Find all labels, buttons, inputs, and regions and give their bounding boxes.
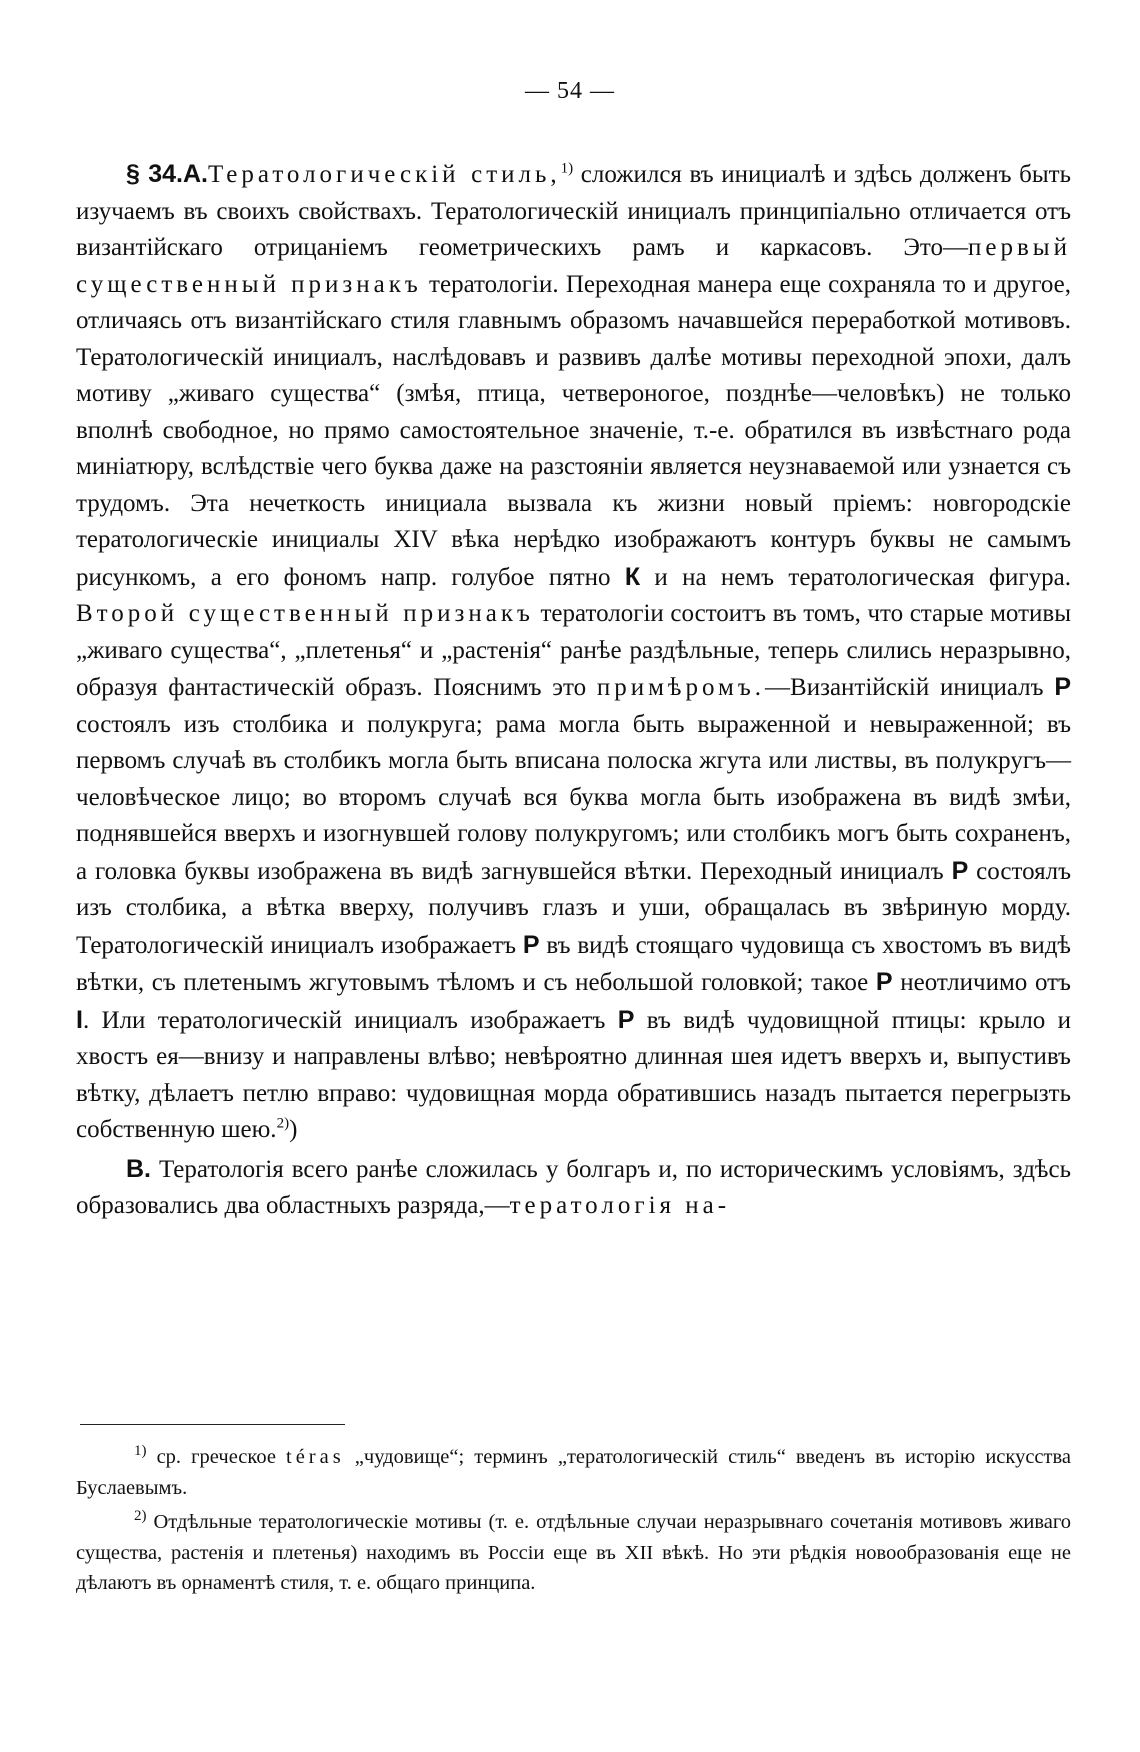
- initial-letter-i: I: [76, 1005, 83, 1034]
- main-text: [76, 156, 1071, 1225]
- paragraph-text: и на немъ тератологическая фигура.: [640, 563, 1071, 591]
- footnote-mark-1: 1): [134, 1443, 147, 1460]
- footnote-text: „чудовище“; терминъ „тератологическій стиль“ введенъ въ исторію искусства Буслаевымъ.: [76, 1446, 1071, 1499]
- footnote-ref-1: 1): [560, 160, 574, 177]
- paragraph-text: въ видѣ стоящаго чудовища съ хвостомъ въ видѣ вѣтки, съ плетенымъ жгутовымъ тѣломъ и съ небольшой головкой; такое: [76, 931, 1072, 996]
- initial-letter-r: Р: [522, 930, 540, 959]
- footnotes: [76, 1442, 1071, 1603]
- initial-letter-r: Р: [951, 856, 969, 885]
- paragraph-text: тератологіи состоитъ въ томъ, что старые мотивы „живаго существа“, „плетенья“ и „растенія“ ранѣе раздѣльные, теперь слились неразрывно, образуя фантастическій образъ. Пояснимъ это: [76, 600, 1072, 701]
- emphasis-teratology-continued: тератологія на-: [509, 1192, 731, 1219]
- footnote-greek-term: téras: [286, 1446, 345, 1468]
- paragraph-text: неотличимо отъ: [892, 969, 1071, 996]
- page-number: — 54 —: [525, 78, 615, 104]
- footnote-text: Отдѣльные тератологическіе мотивы (т. е. отдѣльные случаи неразрывнаго сочетанія мотивовъ живаго существа, растенія и плетенья) находимъ въ Россіи еще въ XII вѣкѣ. Но эти рѣдкія новообразованія еще не дѣлаютъ въ орнаментѣ стиля, т. е. общаго принципа.: [76, 1511, 1071, 1594]
- paragraph-text: . Или тератологическій инициалъ изображаетъ: [82, 1006, 618, 1034]
- paragraph-text: тератологіи. Переходная манера еще сохраняла то и другое, отличаясь отъ византійскаго стиля главнымъ образомъ начавшейся переработкой мотивовъ. Тератологическій инициалъ, наслѣдовавъ и развивъ далѣе мотивы переходной эпохи, далъ мотиву „живаго существа“ (змѣя, птица, четвероногое, позднѣе—человѣкъ) не только вполнѣ свободное, но прямо самостоятельное значеніе, т.-е. обратился въ извѣстнаго рода миніатюру, вслѣдствіе чего буква даже на разстояніи является неузнаваемой или узнается съ трудомъ. Эта нечеткость инициала вызвала къ жизни новый пріемъ: новгородскіе тератологическіе инициалы XIV вѣка нерѣдко изображаютъ контуръ буквы не самымъ рисункомъ, а его фономъ напр. голубое пятно: [76, 270, 1071, 591]
- paragraph-34b: [76, 1151, 1071, 1225]
- emphasis-first-sign: первый существенный признакъ: [76, 234, 1071, 298]
- paragraph-34a: [76, 156, 1071, 1149]
- section-letter-b: В.: [126, 1154, 151, 1183]
- paragraph-close: ): [289, 1116, 298, 1143]
- paragraph-text: въ видѣ чудовищной птицы: крыло и хвостъ ея—внизу и направлены влѣво; невѣроятно длинная шея идетъ вверхъ и, выпустивъ вѣтку, дѣлаетъ петлю вправо: чудовищная морда обратившись назадъ пытается перегрызть собственную шею.: [76, 1006, 1071, 1143]
- emphasis-second-sign: Второй существенный признакъ: [76, 600, 534, 627]
- initial-letter-r: Р: [1054, 673, 1071, 701]
- paragraph-text: состоялъ изъ столбика, а вѣтка вверху, получивъ глазъ и уши, обращалась въ звѣриную морду. Тератологическій инициалъ изображаетъ: [76, 857, 1071, 959]
- paragraph-text: Тератологія всего ранѣе сложилась у болгаръ и, по историческимъ условіямъ, здѣсь образовались два областныхъ разряда,—: [76, 1155, 1071, 1219]
- footnote-1: [76, 1442, 1071, 1503]
- initial-letter-k: К: [624, 562, 641, 591]
- footnote-mark-2: 2): [134, 1508, 147, 1525]
- initial-letter-r: Р: [875, 968, 893, 996]
- paragraph-text: состоялъ изъ столбика и полукруга; рама могла быть выраженной и невыраженной; въ первомъ случаѣ въ столбикъ могла быть вписана полоска жгута или листвы, въ полукругъ—человѣческое лицо; во второмъ случаѣ вся буква могла быть изображена въ видѣ змѣи, поднявшейся вверхъ и изогнувшей голову полукругомъ; или столбикъ могъ быть сохраненъ, а головка буквы изображена въ видѣ загнувшейся вѣтки. Переходный инициалъ: [76, 710, 1071, 885]
- footnote-2: [76, 1507, 1071, 1599]
- section-letter-a: А.: [182, 160, 208, 188]
- initial-letter-r: Р: [617, 1005, 635, 1034]
- footnote-text: ср. греческое: [146, 1446, 287, 1468]
- section-number: § 34.: [126, 160, 183, 188]
- footnote-ref-2: 2): [276, 1115, 290, 1132]
- footnote-divider: [80, 1424, 345, 1425]
- term-teratological-style: Тератологическій стиль,: [207, 161, 561, 188]
- paragraph-text: —Византійскій инициалъ: [765, 674, 1055, 701]
- emphasis-example: примѣромъ.: [596, 674, 766, 701]
- paragraph-text: сложился въ инициалѣ и здѣсь долженъ быть изучаемъ въ своихъ свойствахъ. Тератологическій инициалъ принципіально отличается отъ византійскаго отрицаніемъ геометрическихъ рамъ и каркасовъ. Это—: [76, 161, 1071, 261]
